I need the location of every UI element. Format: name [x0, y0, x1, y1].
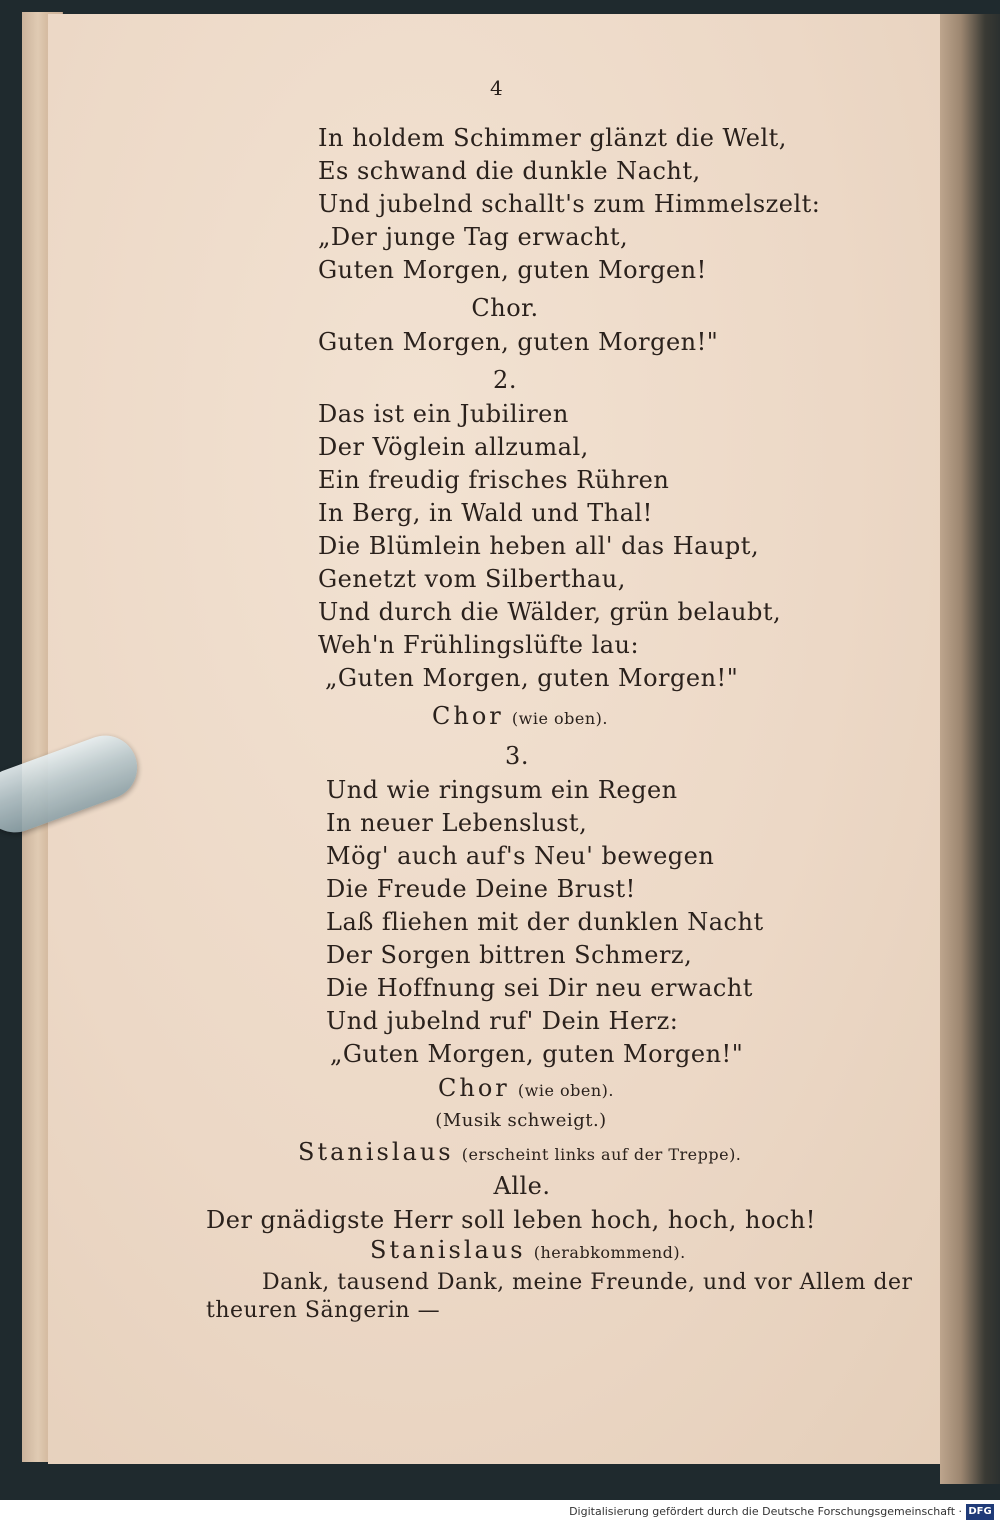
stanza2-line: Das ist ein Jubiliren [318, 400, 569, 428]
speaker-heading [370, 1236, 686, 1264]
chor-label: Chor [438, 1074, 510, 1102]
stanza2-line: „Guten Morgen, guten Morgen!" [325, 664, 739, 692]
speaker-heading: Alle. [493, 1172, 551, 1200]
stanza3-line: „Guten Morgen, guten Morgen!" [330, 1040, 744, 1068]
stage-direction: (erscheint links auf der Treppe). [461, 1145, 742, 1164]
chor-note: (wie oben). [511, 709, 608, 728]
page-number: 4 [490, 76, 503, 100]
dialogue-line: theuren Sängerin — [206, 1298, 441, 1323]
stanza3-line: Und wie ringsum ein Regen [326, 776, 678, 804]
dfg-logo: DFG [966, 1504, 994, 1520]
stanza2-line: Und durch die Wälder, grün belaubt, [318, 598, 782, 626]
stanza2-line: Die Blümlein heben all' das Haupt, [318, 532, 760, 560]
stanza3-line: Und jubelnd ruf' Dein Herz: [326, 1007, 679, 1035]
stanza3-line: Laß fliehen mit der dunklen Nacht [326, 908, 764, 936]
footer-bar [0, 1500, 1000, 1524]
stanza1-line: „Der junge Tag erwacht, [318, 223, 629, 251]
stanza1-line: In holdem Schimmer glänzt die Welt, [318, 124, 787, 152]
stanza-number: 2. [493, 366, 517, 394]
stanza2-line: Der Vöglein allzumal, [318, 433, 589, 461]
footer-credit: Digitalisierung gefördert durch die Deutsche Forschungsgemeinschaft · [569, 1505, 962, 1518]
speaker-name: Stanislaus [370, 1236, 526, 1264]
stanza1-line: Guten Morgen, guten Morgen! [318, 256, 707, 284]
stanza2-line: In Berg, in Wald und Thal! [318, 499, 653, 527]
speaker-name: Stanislaus [298, 1138, 454, 1166]
speaker-heading [298, 1138, 741, 1166]
chor-heading [438, 1074, 614, 1102]
stanza3-line: Die Hoffnung sei Dir neu erwacht [326, 974, 753, 1002]
stanza3-line: In neuer Lebenslust, [326, 809, 588, 837]
chor-label: Chor [432, 702, 504, 730]
chor-heading [432, 702, 608, 730]
stanza1-line: Es schwand die dunkle Nacht, [318, 157, 701, 185]
chor-line: Guten Morgen, guten Morgen!" [318, 328, 719, 356]
book-spine [940, 14, 1000, 1484]
chor-note: (wie oben). [517, 1081, 614, 1100]
stage-direction: (Musik schweigt.) [435, 1110, 607, 1131]
chor-heading: Chor. [471, 294, 539, 322]
stanza2-line: Genetzt vom Silberthau, [318, 565, 626, 593]
stanza2-line: Weh'n Frühlingslüfte lau: [318, 631, 640, 659]
stage-direction: (herabkommend). [533, 1243, 686, 1262]
stanza1-line: Und jubelnd schallt's zum Himmelszelt: [318, 190, 821, 218]
stanza2-line: Ein freudig frisches Rühren [318, 466, 670, 494]
stanza3-line: Mög' auch auf's Neu' bewegen [326, 842, 715, 870]
dialogue-line: Der gnädigste Herr soll leben hoch, hoch, hoch! [206, 1206, 816, 1234]
stanza3-line: Der Sorgen bittren Schmerz, [326, 941, 693, 969]
stanza-number: 3. [505, 742, 529, 770]
dialogue-line: Dank, tausend Dank, meine Freunde, und vor Allem der [262, 1270, 913, 1295]
stanza3-line: Die Freude Deine Brust! [326, 875, 636, 903]
